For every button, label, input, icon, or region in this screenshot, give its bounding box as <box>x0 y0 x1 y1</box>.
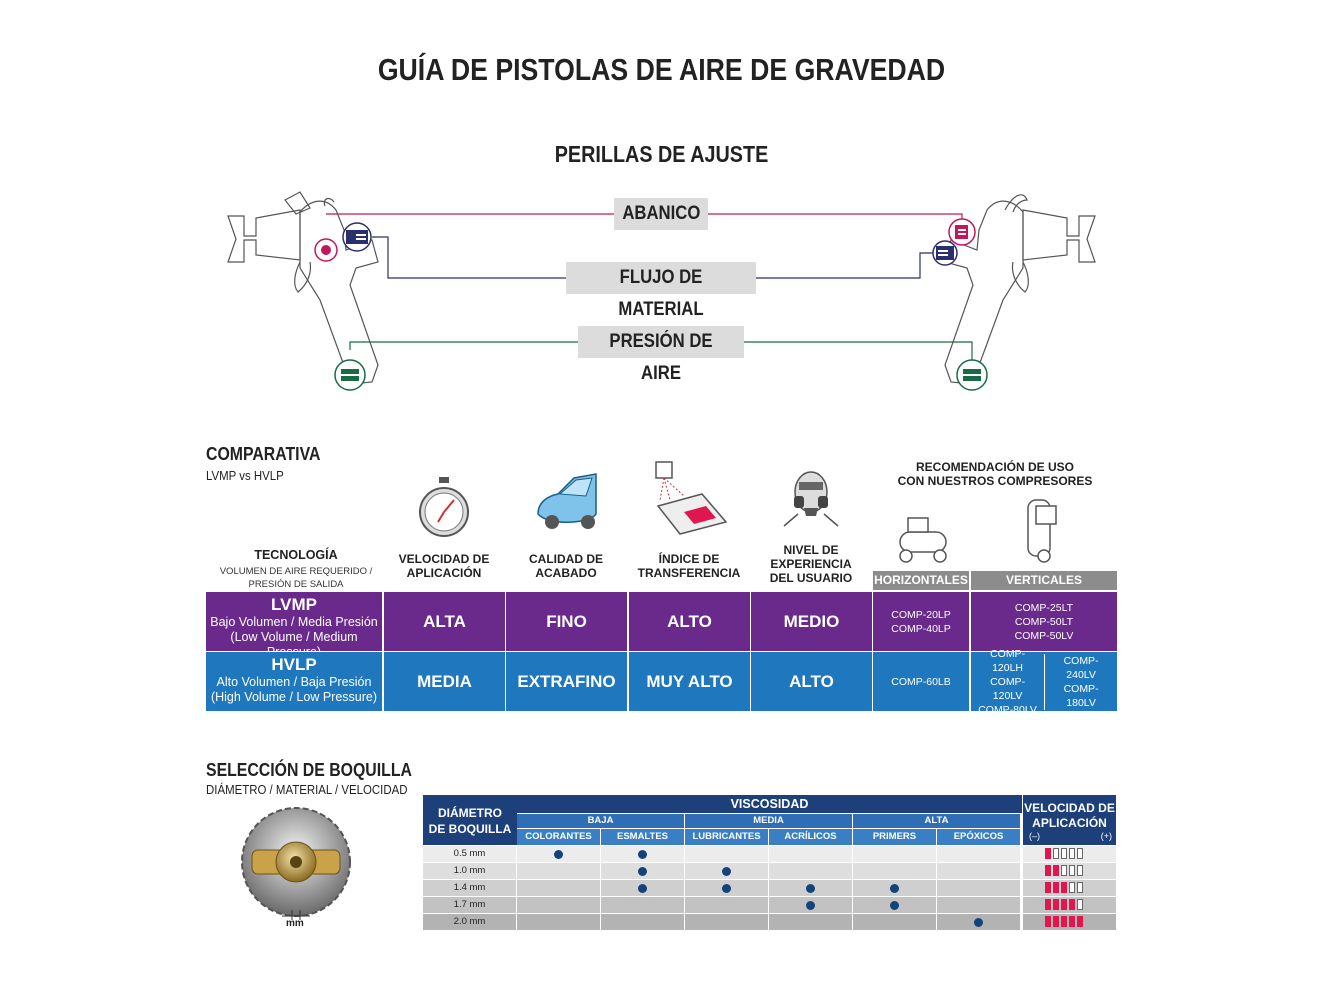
flow-connector-line <box>372 237 566 278</box>
comparison-value-cell: EXTRAFINO <box>506 652 627 711</box>
nozzle-material-cell <box>517 846 600 862</box>
recommended-dot-icon <box>638 884 647 893</box>
nozzle-material-cell <box>517 897 600 913</box>
material-header: EPÓXICOS <box>937 829 1020 845</box>
speed-meter <box>1023 846 1116 862</box>
compressor-model: COMP-25LT <box>1014 601 1074 614</box>
comparison-value-cell: ALTO <box>751 652 872 711</box>
air-pressure-label: PRESIÓN DE AIRE <box>578 326 744 358</box>
nozzle-material-cell <box>769 914 852 930</box>
compressor-model: COMP-20LP <box>891 608 951 621</box>
speed-segment <box>1069 865 1075 876</box>
nozzle-size-cell: 1.4 mm <box>423 880 516 896</box>
nozzle-size-cell: 1.0 mm <box>423 863 516 879</box>
spray-transfer-icon <box>650 460 730 540</box>
comparison-column-header: NIVEL DE EXPERIENCIA DEL USUARIO <box>769 543 853 585</box>
viscosity-group-header: ALTA <box>853 814 1020 828</box>
knobs-section-title: PERILLAS DE AJUSTE <box>554 141 769 167</box>
compressor-model: COMP-120LH <box>990 647 1026 674</box>
viscosity-header: VISCOSIDAD <box>517 795 1022 813</box>
stopwatch-icon <box>416 476 472 540</box>
compressor-model: COMP-40LP <box>891 622 951 635</box>
speed-segment <box>1045 899 1051 910</box>
nozzle-subtitle: DIÁMETRO / MATERIAL / VELOCIDAD <box>206 782 408 797</box>
nozzle-material-cell <box>769 880 852 896</box>
speed-segment <box>1069 899 1075 910</box>
nozzle-material-cell <box>937 846 1020 862</box>
respirator-mask-icon <box>780 466 842 528</box>
compressor-model: COMP-240LV <box>1063 654 1099 681</box>
nozzle-material-cell <box>601 880 684 896</box>
technology-desc-en: (Low Volume / Medium <box>230 630 358 644</box>
speed-segment <box>1045 848 1051 859</box>
nozzle-material-cell <box>853 914 936 930</box>
compressor-model: COMP-50LV <box>1014 629 1074 642</box>
nozzle-material-cell <box>601 897 684 913</box>
compressor-model: COMP-80LV <box>978 703 1037 716</box>
technology-desc: Bajo Volumen / Media Presión <box>210 615 378 629</box>
speed-segment <box>1045 865 1051 876</box>
material-flow-label: FLUJO DE MATERIAL <box>566 262 756 294</box>
compressor-model: COMP-50LT <box>1014 615 1074 628</box>
speed-segment <box>1061 899 1067 910</box>
nozzle-material-cell <box>685 880 768 896</box>
vertical-compressor-icon <box>1022 494 1064 566</box>
speed-segment <box>1069 882 1075 893</box>
nozzle-material-cell <box>685 846 768 862</box>
material-header: ESMALTES <box>601 829 684 845</box>
comparison-column-header: ÍNDICE DE TRANSFERENCIA <box>637 552 741 580</box>
page-title: GUÍA DE PISTOLAS DE AIRE DE GRAVEDAD <box>377 52 946 87</box>
speed-segment <box>1069 916 1075 927</box>
recommendation-header: RECOMENDACIÓN DE USO CON NUESTROS COMPRESORES <box>897 460 1093 488</box>
nozzle-material-cell <box>853 897 936 913</box>
technology-subheader: VOLUMEN DE AIRE REQUERIDO / PRESIÓN DE SALIDA <box>219 566 373 590</box>
speed-segment <box>1061 882 1067 893</box>
speed-segment <box>1061 848 1067 859</box>
speed-segment <box>1053 882 1059 893</box>
nozzle-size-cell: 1.7 mm <box>423 897 516 913</box>
recommended-dot-icon <box>638 850 647 859</box>
recommended-dot-icon <box>890 884 899 893</box>
compressor-model: COMP-180LV <box>1063 682 1099 709</box>
nozzle-material-cell <box>853 846 936 862</box>
viscosity-group-header: BAJA <box>517 814 684 828</box>
vertical-compressors-label: VERTICALES <box>971 571 1117 590</box>
comparison-value-cell: MUY ALTO <box>629 652 750 711</box>
technology-header: TECNOLOGÍA <box>254 548 338 562</box>
nozzle-material-cell <box>517 880 600 896</box>
technology-name: HVLP <box>271 655 317 674</box>
speed-segment <box>1061 865 1067 876</box>
pressure-connector-line <box>350 342 578 350</box>
horizontal-compressor-icon <box>894 514 952 564</box>
recommended-dot-icon <box>722 884 731 893</box>
nozzle-icon <box>238 806 354 930</box>
nozzle-material-cell <box>769 863 852 879</box>
recommended-dot-icon <box>974 918 983 927</box>
nozzle-material-cell <box>601 846 684 862</box>
technology-desc: Alto Volumen / Baja Presión <box>216 675 372 689</box>
nozzle-material-cell <box>937 880 1020 896</box>
speed-segment <box>1045 916 1051 927</box>
nozzle-material-cell <box>601 914 684 930</box>
comparison-column-header: VELOCIDAD DE APLICACIÓN <box>398 552 490 580</box>
speed-min-label: (–) <box>1029 831 1040 841</box>
nozzle-material-cell <box>937 863 1020 879</box>
nozzle-material-cell <box>685 914 768 930</box>
nozzle-material-cell <box>853 863 936 879</box>
compressor-model: COMP-60LB <box>891 675 951 688</box>
technology-desc-en: (High Volume / Low Pressure) <box>210 690 378 704</box>
speed-meter <box>1023 880 1116 896</box>
material-header: ACRÍLICOS <box>769 829 852 845</box>
speed-meter <box>1023 897 1116 913</box>
speed-max-label: (+) <box>1100 831 1112 841</box>
nozzle-material-cell <box>769 897 852 913</box>
recommended-dot-icon <box>806 884 815 893</box>
comparison-value-cell: MEDIA <box>384 652 505 711</box>
diameter-header: DIÁMETRO DE BOQUILLA <box>423 795 517 845</box>
speed-segment <box>1077 899 1083 910</box>
recommended-dot-icon <box>890 901 899 910</box>
horizontal-compressor-models <box>873 592 969 651</box>
comparison-value-cell: ALTO <box>629 592 750 651</box>
nozzle-material-cell <box>685 863 768 879</box>
mm-label: mm <box>286 918 304 929</box>
material-header: LUBRICANTES <box>685 829 768 845</box>
recommended-dot-icon <box>554 850 563 859</box>
comparison-title: COMPARATIVA <box>206 444 321 464</box>
speed-segment <box>1077 916 1083 927</box>
comparison-subtitle: LVMP vs HVLP <box>206 468 284 483</box>
compressor-model: COMP-120LV <box>990 675 1026 702</box>
comparison-column-header: CALIDAD DE ACABADO <box>529 552 603 580</box>
speed-segment <box>1053 916 1059 927</box>
comparison-value-cell: MEDIO <box>751 592 872 651</box>
nozzle-material-cell <box>517 914 600 930</box>
recommended-dot-icon <box>806 901 815 910</box>
technology-name: LVMP <box>271 595 317 614</box>
speed-segment <box>1077 865 1083 876</box>
nozzle-title: SELECCIÓN DE BOQUILLA <box>206 760 412 780</box>
horizontal-compressor-models <box>873 652 969 711</box>
fan-label: ABANICO <box>614 198 708 230</box>
speed-header: VELOCIDAD DE APLICACIÓN (–) (+) <box>1023 795 1116 845</box>
speed-segment <box>1053 865 1059 876</box>
speed-segment <box>1053 848 1059 859</box>
nozzle-size-cell: 0.5 mm <box>423 846 516 862</box>
spray-gun-left-icon <box>228 192 378 384</box>
nozzle-material-cell <box>937 897 1020 913</box>
viscosity-group-header: MEDIA <box>685 814 852 828</box>
vertical-compressor-models <box>971 592 1117 651</box>
speed-segment <box>1053 899 1059 910</box>
speed-segment <box>1077 882 1083 893</box>
nozzle-material-cell <box>769 846 852 862</box>
nozzle-size-cell: 2.0 mm <box>423 914 516 930</box>
speed-segment <box>1061 916 1067 927</box>
nozzle-material-cell <box>517 863 600 879</box>
speed-segment <box>1045 882 1051 893</box>
recommended-dot-icon <box>722 867 731 876</box>
technology-cell <box>206 652 382 711</box>
material-header: PRIMERS <box>853 829 936 845</box>
speed-segment <box>1069 848 1075 859</box>
speed-segment <box>1077 848 1083 859</box>
speed-meter <box>1023 914 1116 930</box>
recommended-dot-icon <box>638 867 647 876</box>
comparison-value-cell: ALTA <box>384 592 505 651</box>
nozzle-material-cell <box>937 914 1020 930</box>
comparison-value-cell: FINO <box>506 592 627 651</box>
nozzle-material-cell <box>685 897 768 913</box>
nozzle-material-cell <box>853 880 936 896</box>
speed-meter <box>1023 863 1116 879</box>
nozzle-material-cell <box>601 863 684 879</box>
vertical-compressor-models <box>971 647 1117 716</box>
car-icon <box>534 470 600 536</box>
material-header: COLORANTES <box>517 829 600 845</box>
horizontal-compressors-label: HORIZONTALES <box>873 571 969 590</box>
technology-cell <box>206 592 382 651</box>
